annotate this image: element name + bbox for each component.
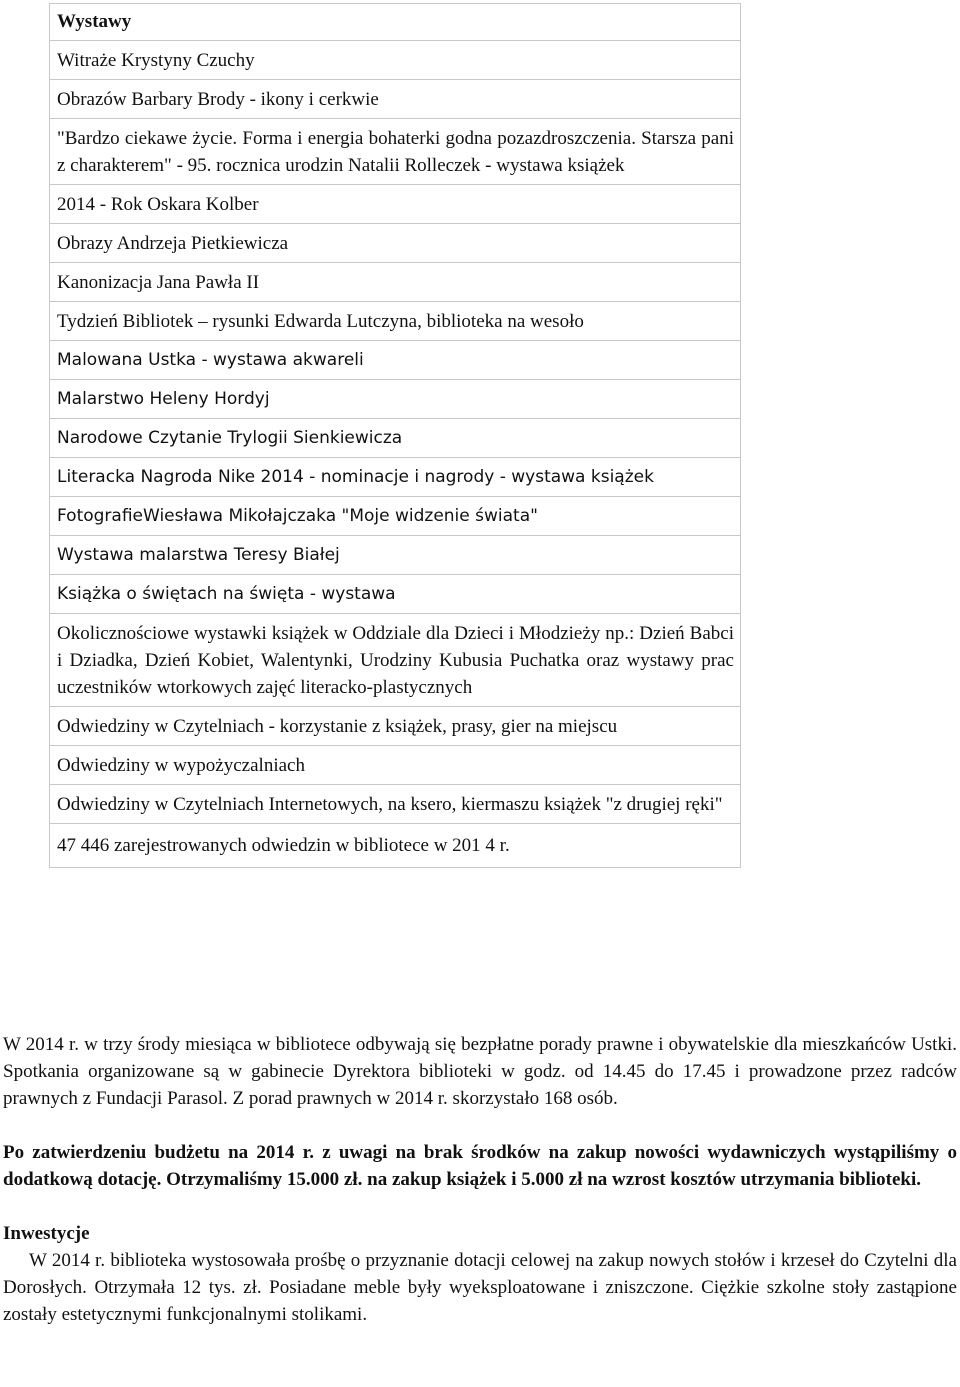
exhibition-row: Witraże Krystyny Czuchy — [50, 41, 741, 80]
exhibition-row: Literacka Nagroda Nike 2014 - nominacje i nagrody - wystawa książek — [50, 458, 741, 497]
budget-paragraph: Po zatwierdzeniu budżetu na 2014 r. z uwagi na brak środków na zakup nowości wydawniczych wystąpiliśmy o dodatkową dotację. Otrzymaliśmy 15.000 zł. na zakup książek i 5.000 zł na wzrost kosztów utrzymania biblioteki. — [3, 1142, 957, 1190]
exhibition-row: FotografieWiesława Mikołajczaka "Moje widzenie świata" — [50, 497, 741, 536]
exhibition-row: Odwiedziny w wypożyczalniach — [50, 746, 741, 785]
exhibition-row: Malarstwo Heleny Hordyj — [50, 380, 741, 419]
exhibition-row: 2014 - Rok Oskara Kolber — [50, 185, 741, 224]
legal-advice-paragraph: W 2014 r. w trzy środy miesiąca w bibliotece odbywają się bezpłatne porady prawne i obywatelskie dla mieszkańców Ustki. Spotkania organizowane są w gabinecie Dyrektora biblioteki w godz. od 14.45 do 17.45 i prowadzone przez radców prawnych z Fundacji Parasol. Z porad prawnych w 2014 r. skorzystało 168 osób. — [3, 1034, 957, 1109]
exhibitions-heading: Wystawy — [50, 4, 741, 41]
visits-total-row: 47 446 zarejestrowanych odwiedzin w bibliotece w 201 4 r. — [50, 824, 741, 868]
exhibition-row: Malowana Ustka - wystawa akwareli — [50, 341, 741, 380]
exhibition-row: Książka o świętach na święta - wystawa — [50, 575, 741, 614]
exhibition-row: Narodowe Czytanie Trylogii Sienkiewicza — [50, 419, 741, 458]
investments-paragraph: W 2014 r. biblioteka wystosowała prośbę o przyznanie dotacji celowej na zakup nowych stołów i krzeseł do Czytelni dla Dorosłych. Otrzymała 12 tys. zł. Posiadane meble były wyeksploatowane i zniszczone. Ciężkie szkolne stoły zastąpione zostały estetycznymi funkcjonalnymi stolikami. — [3, 1250, 957, 1325]
exhibition-row: Odwiedziny w Czytelniach Internetowych, na ksero, kiermaszu książek "z drugiej ręki" — [50, 785, 741, 824]
report-body — [3, 1031, 957, 1328]
exhibition-row: Tydzień Bibliotek – rysunki Edwarda Lutczyna, biblioteka na wesoło — [50, 302, 741, 341]
exhibition-row: Obrazów Barbary Brody - ikony i cerkwie — [50, 80, 741, 119]
exhibition-row: Kanonizacja Jana Pawła II — [50, 263, 741, 302]
exhibition-row: Okolicznościowe wystawki książek w Oddziale dla Dzieci i Młodzieży np.: Dzień Babci i Dziadka, Dzień Kobiet, Walentynki, Urodziny Kubusia Puchatka oraz wystawy prac uczestników wtorkowych zajęć literacko-plastycznych — [50, 614, 741, 707]
exhibition-row: Wystawa malarstwa Teresy Białej — [50, 536, 741, 575]
investments-heading: Inwestycje — [3, 1223, 90, 1244]
exhibition-row: "Bardzo ciekawe życie. Forma i energia bohaterki godna pozazdroszczenia. Starsza pani z charakterem" - 95. rocznica urodzin Natalii Rolleczek - wystawa książek — [50, 119, 741, 185]
exhibition-row: Obrazy Andrzeja Pietkiewicza — [50, 224, 741, 263]
exhibition-row: Odwiedziny w Czytelniach - korzystanie z książek, prasy, gier na miejscu — [50, 707, 741, 746]
exhibitions-table — [49, 3, 741, 868]
